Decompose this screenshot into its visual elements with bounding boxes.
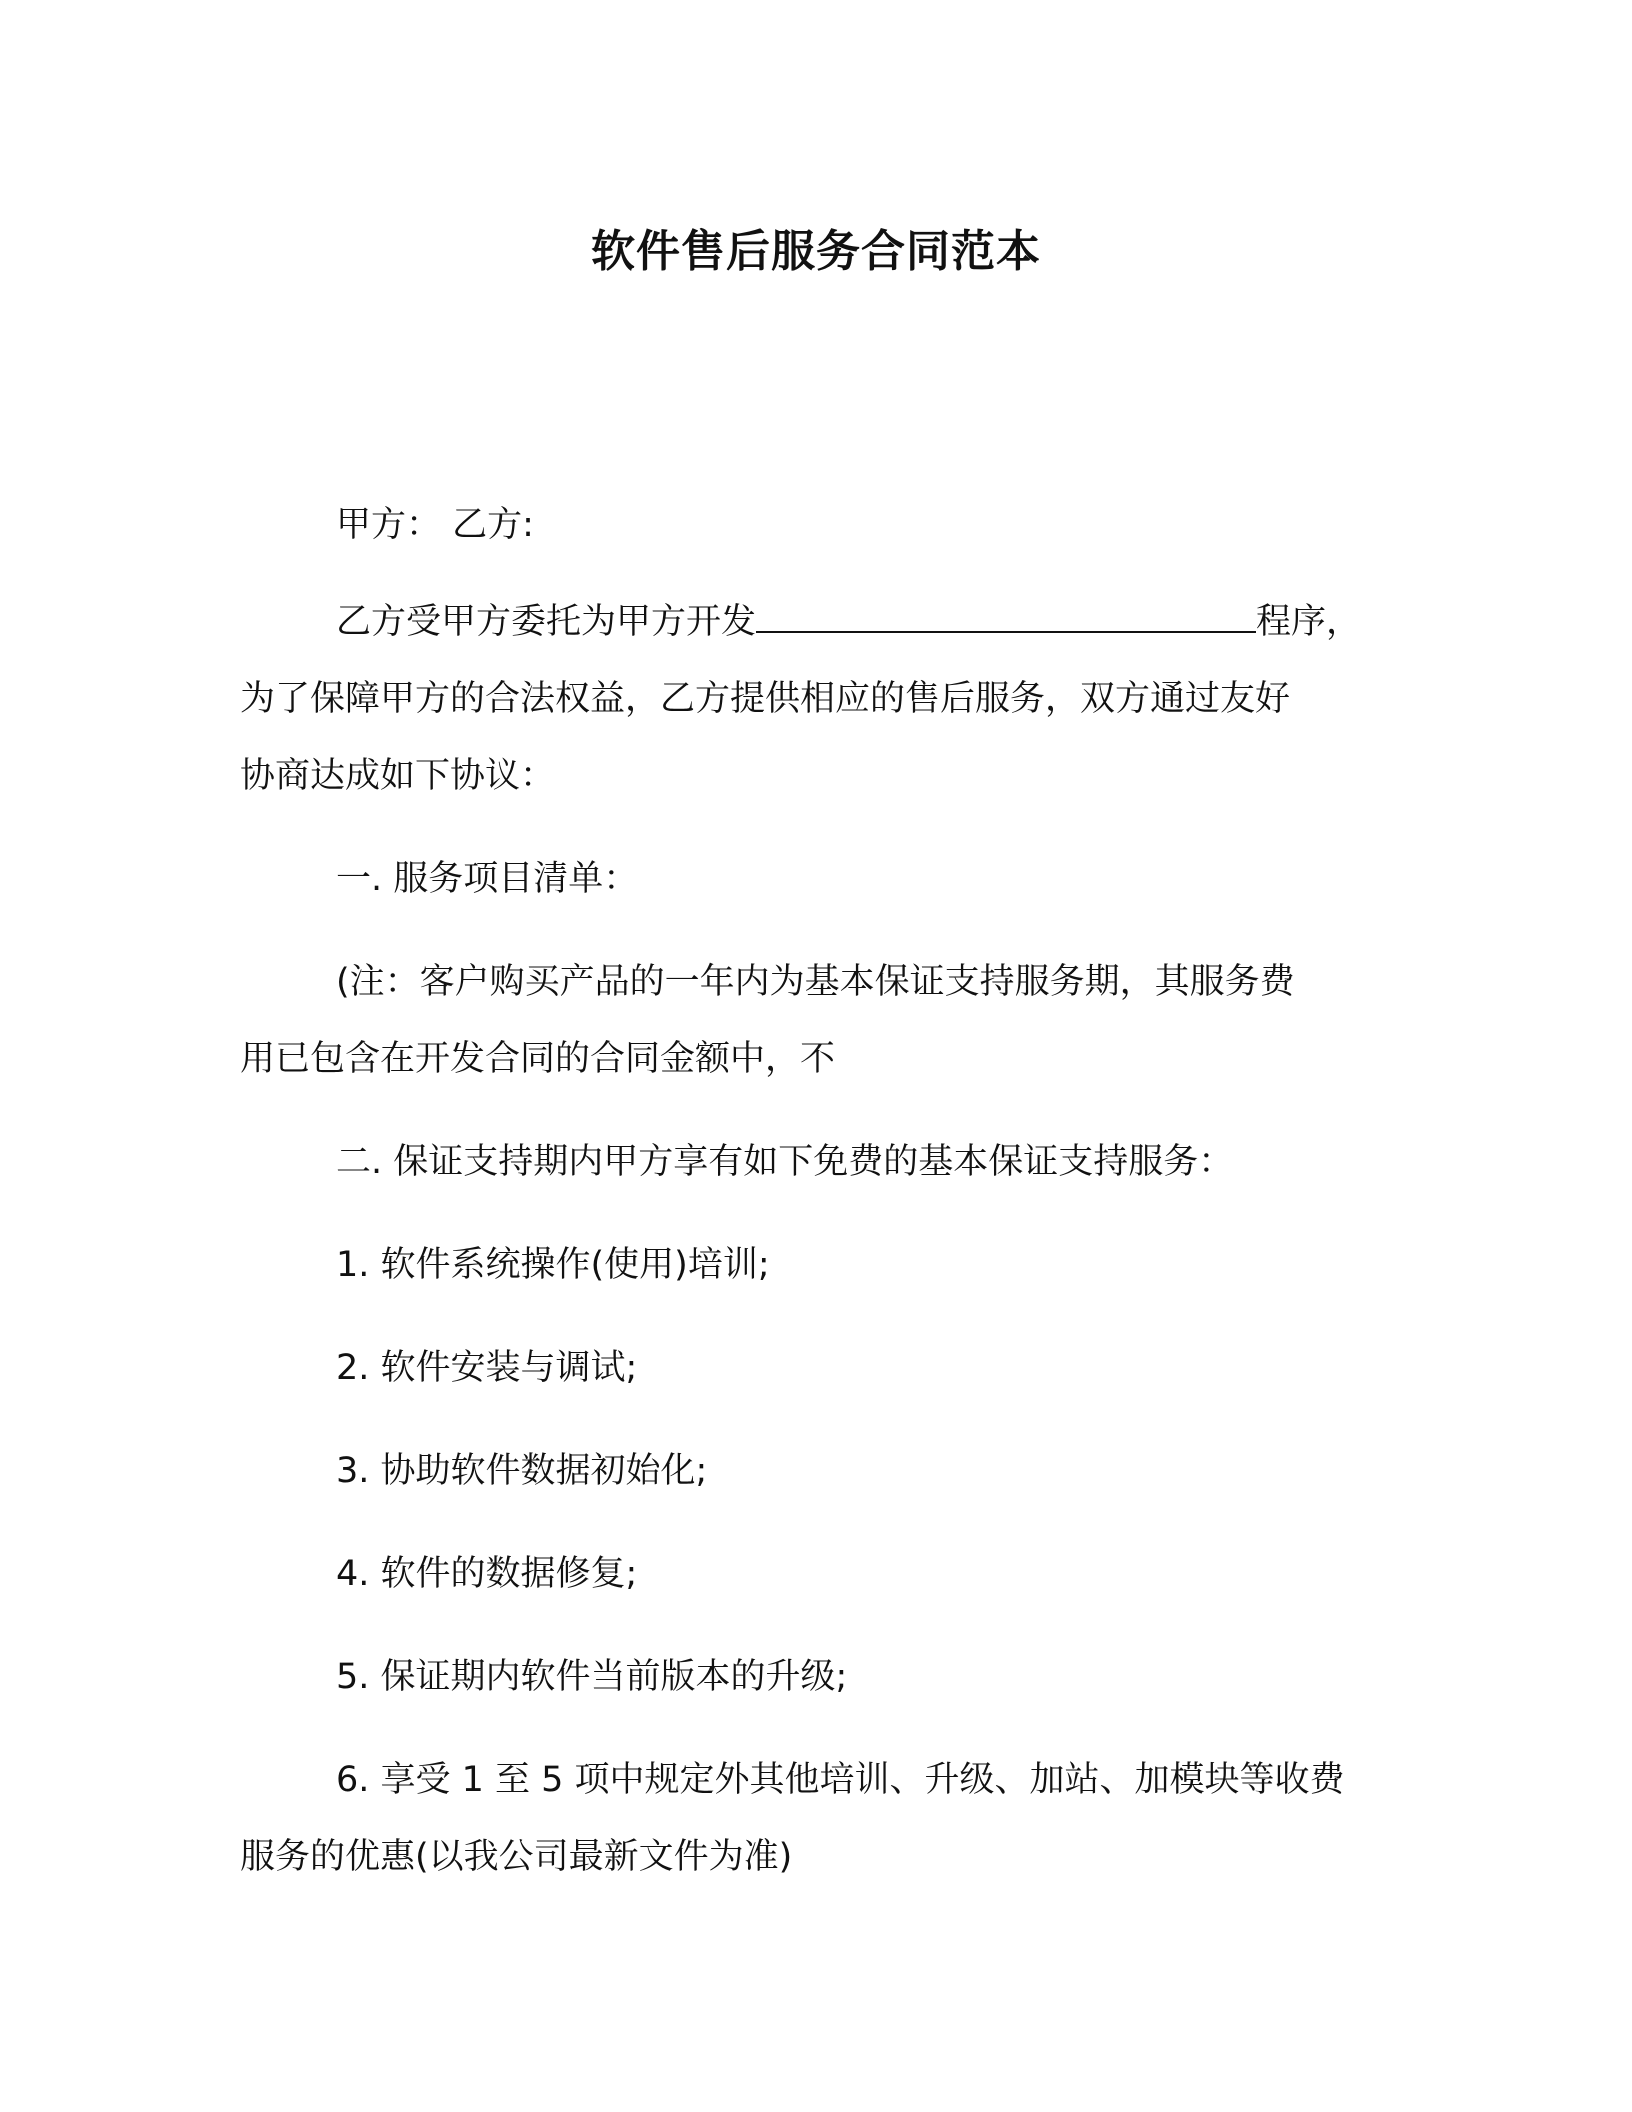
list-item: 3. 协助软件数据初始化; <box>336 1451 708 1491</box>
section-1-heading: 一. 服务项目清单： <box>336 859 639 899</box>
intro-line-3: 协商达成如下协议： <box>240 756 556 796</box>
section-2-heading: 二. 保证支持期内甲方享有如下免费的基本保证支持服务： <box>336 1142 1234 1182</box>
parties-line: 甲方： 乙方: <box>336 505 534 545</box>
list-item: 2. 软件安装与调试; <box>336 1348 638 1388</box>
intro-line-1 <box>240 584 1486 661</box>
list-item: 5. 保证期内软件当前版本的升级; <box>336 1657 848 1697</box>
note-line-2: 用已包含在开发合同的合同金额中，不 <box>240 1039 836 1079</box>
item-6-line-1: 6. 享受 1 至 5 项中规定外其他培训、升级、加站、加模块等收费 <box>336 1760 1345 1800</box>
intro-line-2: 为了保障甲方的合法权益，乙方提供相应的售后服务，双方通过友好 <box>240 679 1291 719</box>
list-item: 4. 软件的数据修复; <box>336 1554 638 1594</box>
list-item: 1. 软件系统操作(使用)培训; <box>336 1245 770 1285</box>
intro-text-after-blank: 程序， <box>1256 602 1362 642</box>
document-title: 软件售后服务合同范本 <box>591 226 1041 277</box>
item-6-line-2: 服务的优惠(以我公司最新文件为准) <box>240 1837 793 1877</box>
note-line-1: (注：客户购买产品的一年内为基本保证支持服务期，其服务费 <box>336 962 1295 1002</box>
program-name-blank <box>756 601 1256 633</box>
intro-text-before-blank: 乙方受甲方委托为甲方开发 <box>336 602 757 642</box>
